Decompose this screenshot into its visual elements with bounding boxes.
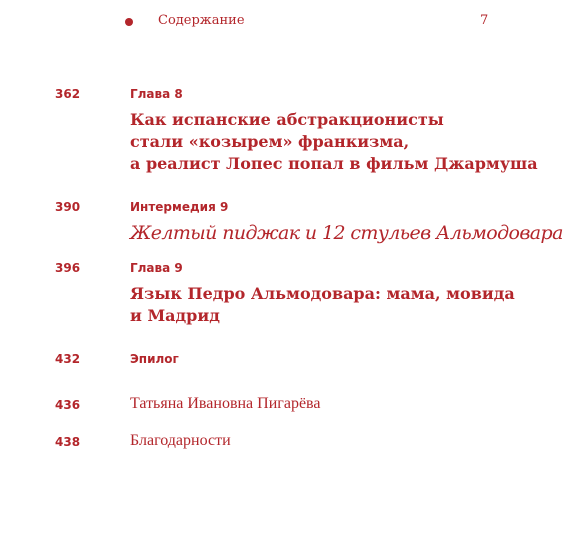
toc-title-line: Как испанские абстракционисты	[130, 110, 444, 129]
toc-page-number: 436	[55, 398, 81, 412]
toc-title	[130, 109, 538, 175]
toc-label: Интермедия 9	[130, 200, 229, 214]
toc-title-line: Язык Педро Альмодовара: мама, мовида	[130, 284, 515, 303]
toc-title-handwritten: Желтый пиджак и 12 стульев Альмодовара	[130, 222, 563, 244]
header-page-number: 7	[480, 13, 489, 28]
toc-title: Благодарности	[130, 432, 231, 449]
toc-title-line: и Мадрид	[130, 306, 220, 325]
toc-page-number: 438	[55, 435, 81, 449]
toc-title-line: а реалист Лопес попал в фильм Джармуша	[130, 154, 538, 173]
bullet-icon	[125, 18, 133, 26]
toc-title-line: стали «козырем» франкизма,	[130, 132, 410, 151]
toc-title	[130, 283, 515, 327]
toc-page-number: 432	[55, 352, 81, 366]
toc-label: Эпилог	[130, 352, 179, 366]
toc-page-number: 390	[55, 200, 81, 214]
toc-page-number: 396	[55, 261, 81, 275]
toc-label: Глава 8	[130, 87, 183, 101]
toc-label: Глава 9	[130, 261, 183, 275]
toc-title: Татьяна Ивановна Пигарёва	[130, 395, 321, 412]
toc-page-number: 362	[55, 87, 81, 101]
header-title: Содержание	[158, 13, 245, 28]
